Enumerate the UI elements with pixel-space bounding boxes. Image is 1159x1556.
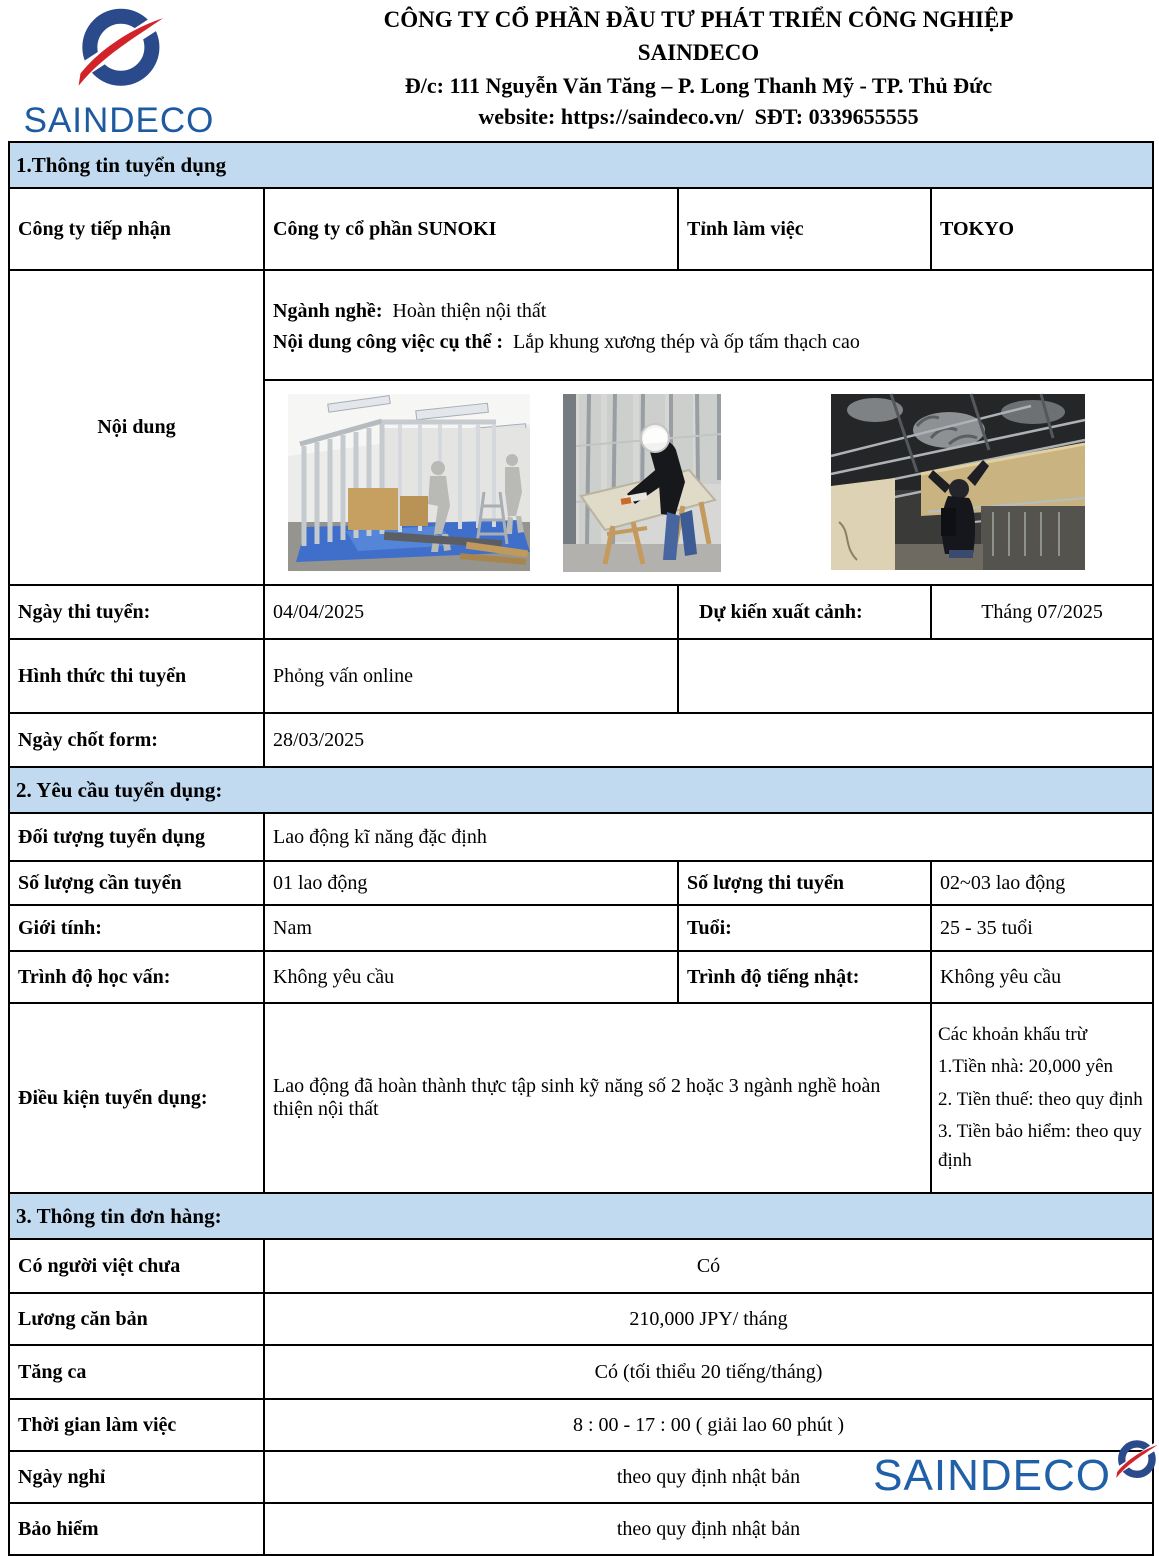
label-tang-ca: Tăng ca: [9, 1345, 264, 1399]
label-so-luong-can-tuyen: Số lượng cần tuyển: [9, 861, 264, 905]
empty-cell: [678, 639, 1153, 713]
value-gioi-tinh: Nam: [264, 905, 678, 951]
label-co-nguoi-viet: Có người việt chưa: [9, 1239, 264, 1293]
value-co-nguoi-viet: Có: [264, 1239, 1153, 1293]
company-name-line: CÔNG TY CỔ PHẦN ĐẦU TƯ PHÁT TRIỂN CÔNG NGHIỆP: [383, 7, 1014, 32]
value-bao-hiem: theo quy định nhật bản: [264, 1503, 1153, 1555]
deductions-title: Các khoản khấu trừ: [938, 1023, 1088, 1045]
nganh-nghe-line: [273, 290, 1144, 360]
section-2-title: 2. Yêu cầu tuyển dụng:: [9, 767, 1153, 813]
label-luong-can-ban: Lương căn bản: [9, 1293, 264, 1345]
footer-logo-wordmark: SAINDECO: [873, 1451, 1111, 1500]
label-ngay-thi-tuyen: Ngày thi tuyển:: [9, 585, 264, 639]
nganh-nghe-value: Hoàn thiện nội thất: [382, 300, 547, 322]
value-du-kien-xuat-canh: Tháng 07/2025: [931, 585, 1153, 639]
label-gioi-tinh: Giới tính:: [9, 905, 264, 951]
value-tuoi: 25 - 35 tuổi: [931, 905, 1153, 951]
company-website-phone: website: https://saindeco.vn/ SĐT: 0339655555: [478, 104, 919, 129]
label-cong-ty-tiep-nhan: Công ty tiếp nhận: [9, 188, 264, 270]
value-doi-tuong: Lao động kĩ năng đặc định: [264, 813, 1153, 861]
value-luong-can-ban: 210,000 JPY/ tháng: [264, 1293, 1153, 1345]
logo-wordmark: SAINDECO: [23, 101, 215, 140]
deductions-cell: [931, 1003, 1153, 1193]
section-3-title: 3. Thông tin đơn hàng:: [9, 1193, 1153, 1239]
cong-viec-value: Lắp khung xương thép và ốp tấm thạch cao: [503, 331, 860, 353]
label-hinh-thuc-thi-tuyen: Hình thức thi tuyển: [9, 639, 264, 713]
label-ngay-chot-form: Ngày chốt form:: [9, 713, 264, 767]
deduction-item: 2. Tiền thuế: theo quy định: [938, 1088, 1143, 1110]
value-trinh-do-hoc-van: Không yêu cầu: [264, 951, 678, 1003]
nganh-nghe-label: Ngành nghề:: [273, 300, 383, 322]
value-trinh-do-tieng-nhat: Không yêu cầu: [931, 951, 1153, 1003]
recruitment-table: [8, 141, 1154, 1556]
label-ngay-nghi: Ngày nghỉ: [9, 1451, 264, 1503]
cong-viec-label: Nội dung công việc cụ thể :: [273, 331, 503, 353]
noi-dung-text-cell: [264, 270, 1153, 380]
value-hinh-thuc-thi-tuyen: Phỏng vấn online: [264, 639, 678, 713]
photo-strip: [273, 383, 1144, 582]
label-thoi-gian-lam-viec: Thời gian làm việc: [9, 1399, 264, 1451]
company-logo: [0, 0, 238, 141]
deduction-item: 3. Tiền bảo hiểm: theo quy định: [938, 1121, 1142, 1171]
value-ngay-nghi: theo quy định nhật bản: [264, 1451, 1153, 1503]
label-bao-hiem: Bảo hiểm: [9, 1503, 264, 1555]
value-tang-ca: Có (tối thiểu 20 tiếng/tháng): [264, 1345, 1153, 1399]
header-text-block: [238, 0, 1159, 141]
value-so-luong-can-tuyen: 01 lao động: [264, 861, 678, 905]
value-tinh-lam-viec: TOKYO: [931, 188, 1153, 270]
label-doi-tuong: Đối tượng tuyển dụng: [9, 813, 264, 861]
value-ngay-chot-form: 28/03/2025: [264, 713, 1153, 767]
label-trinh-do-hoc-van: Trình độ học vấn:: [9, 951, 264, 1003]
label-so-luong-thi-tuyen: Số lượng thi tuyển: [678, 861, 931, 905]
label-noi-dung: Nội dung: [9, 270, 264, 585]
section-1-title: 1.Thông tin tuyển dụng: [9, 142, 1153, 188]
company-short-name: SAINDECO: [637, 40, 760, 65]
document-header: [0, 0, 1159, 141]
photo-worker-cutting-gypsum-board: [563, 394, 721, 572]
value-so-luong-thi-tuyen: 02~03 lao động: [931, 861, 1153, 905]
label-du-kien-xuat-canh: Dự kiến xuất cảnh:: [678, 585, 931, 639]
value-thoi-gian-lam-viec: 8 : 00 - 17 : 00 ( giải lao 60 phút ): [264, 1399, 1153, 1451]
noi-dung-photos-cell: [264, 380, 1153, 585]
photo-steel-stud-room-framing: [288, 394, 530, 571]
label-trinh-do-tieng-nhat: Trình độ tiếng nhật:: [678, 951, 931, 1003]
value-dieu-kien: Lao động đã hoàn thành thực tập sinh kỹ năng số 2 hoặc 3 ngành nghề hoàn thiện nội thất: [264, 1003, 931, 1193]
deduction-item: 1.Tiền nhà: 20,000 yên: [938, 1056, 1114, 1078]
label-dieu-kien: Điều kiện tuyển dụng:: [9, 1003, 264, 1193]
company-address: Đ/c: 111 Nguyễn Văn Tăng – P. Long Thanh Mỹ - TP. Thủ Đức: [404, 73, 993, 98]
footer-logo: [873, 1438, 1159, 1498]
saindeco-logo-icon: [71, 4, 167, 98]
saindeco-logo-icon: [1113, 1438, 1159, 1484]
photo-worker-installing-ceiling-board: [831, 394, 1085, 570]
label-tuoi: Tuổi:: [678, 905, 931, 951]
label-tinh-lam-viec: Tỉnh làm việc: [678, 188, 931, 270]
value-cong-ty-tiep-nhan: Công ty cổ phần SUNOKI: [264, 188, 678, 270]
value-ngay-thi-tuyen: 04/04/2025: [264, 585, 678, 639]
